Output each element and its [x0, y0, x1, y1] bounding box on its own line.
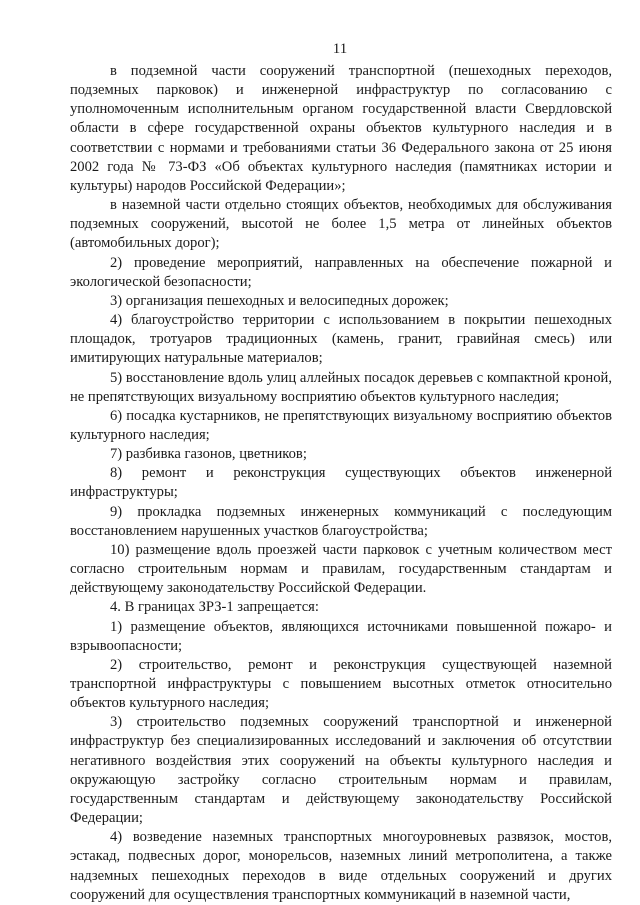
paragraph-underground: в подземной части сооружений транспортной (пешеходных переходов, подземных парковок) и инженерной инфраструктур по согласованию с уполномоченным исполнительным органом государственной власти Свердловской области в сфере государственной охраны объектов культурного наследия и в соответствии с нормами и требованиями статьи 36 Федерального закона от 25 июня 2002 года № 73-ФЗ «Об объектах культурного наследия (памятниках истории и культуры) народов Российской Федерации»;: [70, 63, 612, 194]
paragraph-aboveground: в наземной части отдельно стоящих объектов, необходимых для обслуживания подземных сооружений, высотой не более 1,5 метра от линейных объектов (автомобильных дорог);: [70, 197, 612, 252]
list-item-2: 2) проведение мероприятий, направленных на обеспечение пожарной и экологической безопасности;: [70, 254, 612, 290]
section-heading-4: 4. В границах ЗРЗ-1 запрещается:: [110, 599, 319, 616]
list-item-3: 3) организация пешеходных и велосипедных дорожек;: [110, 292, 449, 309]
list-item-6: 6) посадка кустарников, не препятствующих визуальному восприятию объектов культурного наследия;: [70, 407, 612, 443]
list-item-8: 8) ремонт и реконструкция существующих объектов инженерной инфраструктуры;: [70, 465, 612, 501]
prohibited-item-4: 4) возведение наземных транспортных многоуровневых развязок, мостов, эстакад, подвесных дорог, монорельсов, наземных линий метрополитена, а также надземных пешеходных переходов в виде отдельных сооружений и других сооружений для осуществления транспортных коммуникаций в наземной части,: [70, 829, 612, 903]
document-body: [70, 62, 612, 905]
prohibited-item-3: 3) строительство подземных сооружений транспортной и инженерной инфраструктур без специализированных исследований и заключения об отсутствии негативного воздействия этих сооружений на объекты культурного наследия и окружающую застройку согласно строительным нормам и правилам, государственным стандартам и действующему законодательству Российской Федерации;: [70, 714, 612, 827]
list-item-5: 5) восстановление вдоль улиц аллейных посадок деревьев с компактной кроной, не препятствующих визуальному восприятию объектов культурного наследия;: [70, 369, 612, 405]
list-item-9: 9) прокладка подземных инженерных коммуникаций с последующим восстановлением нарушенных участков благоустройства;: [70, 503, 612, 539]
page-number: 11: [332, 41, 348, 57]
list-item-7: 7) разбивка газонов, цветников;: [110, 446, 307, 463]
prohibited-item-2: 2) строительство, ремонт и реконструкция существующей наземной транспортной инфраструктуры с повышением высотных отметок относительно объектов культурного наследия;: [70, 656, 612, 712]
prohibited-item-1: 1) размещение объектов, являющихся источниками повышенной пожаро- и взрывоопасности;: [70, 618, 612, 654]
list-item-4: 4) благоустройство территории с использованием в покрытии пешеходных площадок, тротуаров традиционных (камень, гранит, гравийная смесь) или имитирующих натуральные материалов;: [70, 312, 612, 367]
list-item-10: 10) размещение вдоль проезжей части парковок с учетным количеством мест согласно строительным нормам и правилам, государственным стандартам и действующему законодательству Российской Федерации.: [70, 541, 612, 597]
